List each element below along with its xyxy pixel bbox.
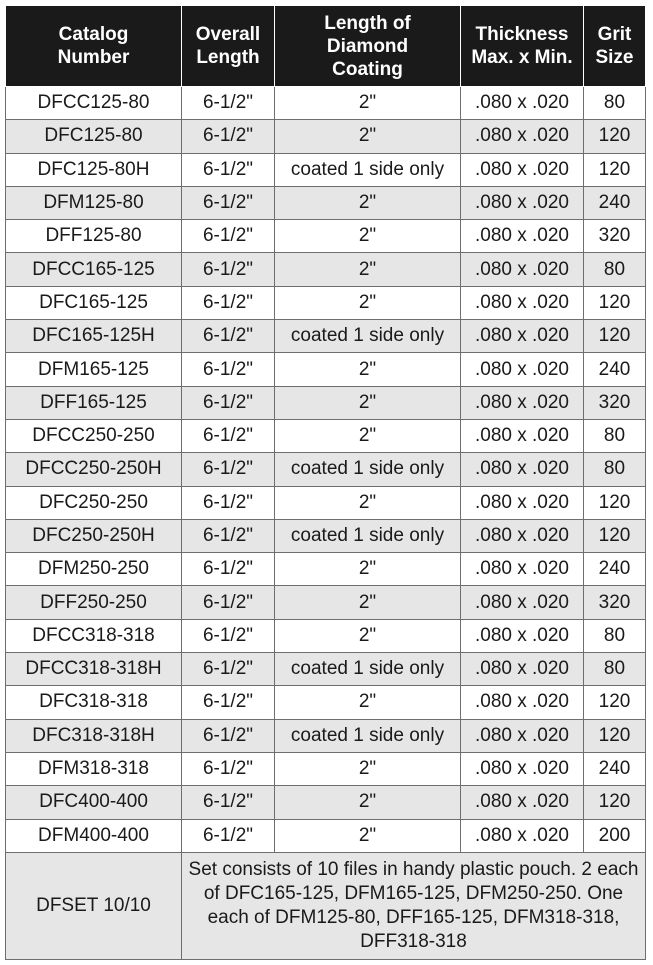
coating-length-cell: 2": [275, 87, 461, 120]
table-row: [6, 619, 646, 652]
catalog-number-cell: DFCC318-318: [6, 619, 182, 652]
catalog-number-cell: DFC125-80H: [6, 153, 182, 186]
grit-size-cell: 240: [584, 353, 646, 386]
grit-size-cell: 120: [584, 486, 646, 519]
coating-length-cell: 2": [275, 819, 461, 852]
coating-length-cell: 2": [275, 286, 461, 319]
grit-size-cell: 240: [584, 186, 646, 219]
catalog-number-cell: DFC125-80: [6, 120, 182, 153]
grit-size-cell: 120: [584, 320, 646, 353]
header-catalog-number: Catalog Number: [6, 6, 182, 87]
grit-size-cell: 120: [584, 519, 646, 552]
catalog-number-cell: DFF165-125: [6, 386, 182, 419]
table-row: [6, 752, 646, 785]
thickness-cell: .080 x .020: [461, 419, 584, 452]
coating-length-cell: coated 1 side only: [275, 519, 461, 552]
table-row: [6, 353, 646, 386]
table-header: [6, 6, 646, 87]
coating-length-cell: 2": [275, 419, 461, 452]
catalog-number-cell: DFF250-250: [6, 586, 182, 619]
overall-length-cell: 6-1/2": [182, 353, 275, 386]
overall-length-cell: 6-1/2": [182, 153, 275, 186]
thickness-cell: .080 x .020: [461, 619, 584, 652]
header-row: [6, 6, 646, 87]
overall-length-cell: 6-1/2": [182, 453, 275, 486]
thickness-cell: .080 x .020: [461, 519, 584, 552]
diamond-file-catalog-table: [5, 5, 646, 960]
catalog-number-cell: DFCC165-125: [6, 253, 182, 286]
grit-size-cell: 320: [584, 386, 646, 419]
table-row: [6, 220, 646, 253]
overall-length-cell: 6-1/2": [182, 553, 275, 586]
set-row: [6, 852, 646, 959]
grit-size-cell: 80: [584, 87, 646, 120]
thickness-cell: .080 x .020: [461, 586, 584, 619]
overall-length-cell: 6-1/2": [182, 220, 275, 253]
coating-length-cell: 2": [275, 386, 461, 419]
grit-size-cell: 120: [584, 786, 646, 819]
overall-length-cell: 6-1/2": [182, 386, 275, 419]
overall-length-cell: 6-1/2": [182, 253, 275, 286]
table-row: [6, 286, 646, 319]
grit-size-cell: 320: [584, 586, 646, 619]
header-grit-size: Grit Size: [584, 6, 646, 87]
coating-length-cell: 2": [275, 186, 461, 219]
grit-size-cell: 120: [584, 719, 646, 752]
grit-size-cell: 320: [584, 220, 646, 253]
grit-size-cell: 200: [584, 819, 646, 852]
overall-length-cell: 6-1/2": [182, 87, 275, 120]
coating-length-cell: 2": [275, 686, 461, 719]
catalog-number-cell: DFC318-318: [6, 686, 182, 719]
set-description-cell: Set consists of 10 files in handy plastic pouch. 2 each of DFC165-125, DFM165-125, DFM250-250. One each of DFM125-80, DFF165-125, DFM318-318, DFF318-318: [182, 852, 646, 959]
thickness-cell: .080 x .020: [461, 653, 584, 686]
overall-length-cell: 6-1/2": [182, 286, 275, 319]
overall-length-cell: 6-1/2": [182, 186, 275, 219]
table-row: [6, 320, 646, 353]
table-row: [6, 453, 646, 486]
overall-length-cell: 6-1/2": [182, 519, 275, 552]
table-row: [6, 653, 646, 686]
header-thickness: Thickness Max. x Min.: [461, 6, 584, 87]
thickness-cell: .080 x .020: [461, 320, 584, 353]
coating-length-cell: 2": [275, 220, 461, 253]
catalog-number-cell: DFC400-400: [6, 786, 182, 819]
catalog-number-cell: DFC165-125: [6, 286, 182, 319]
thickness-cell: .080 x .020: [461, 553, 584, 586]
thickness-cell: .080 x .020: [461, 253, 584, 286]
coating-length-cell: coated 1 side only: [275, 453, 461, 486]
thickness-cell: .080 x .020: [461, 87, 584, 120]
coating-length-cell: 2": [275, 553, 461, 586]
table-row: [6, 386, 646, 419]
grit-size-cell: 120: [584, 686, 646, 719]
thickness-cell: .080 x .020: [461, 819, 584, 852]
overall-length-cell: 6-1/2": [182, 419, 275, 452]
coating-length-cell: 2": [275, 619, 461, 652]
overall-length-cell: 6-1/2": [182, 619, 275, 652]
catalog-number-cell: DFCC125-80: [6, 87, 182, 120]
overall-length-cell: 6-1/2": [182, 719, 275, 752]
grit-size-cell: 120: [584, 120, 646, 153]
thickness-cell: .080 x .020: [461, 286, 584, 319]
coating-length-cell: 2": [275, 752, 461, 785]
coating-length-cell: 2": [275, 353, 461, 386]
thickness-cell: .080 x .020: [461, 353, 584, 386]
overall-length-cell: 6-1/2": [182, 320, 275, 353]
catalog-number-cell: DFC165-125H: [6, 320, 182, 353]
table-row: [6, 253, 646, 286]
catalog-number-cell: DFM400-400: [6, 819, 182, 852]
thickness-cell: .080 x .020: [461, 752, 584, 785]
table-row: [6, 819, 646, 852]
overall-length-cell: 6-1/2": [182, 653, 275, 686]
table-body: [6, 87, 646, 960]
table-row: [6, 686, 646, 719]
table-row: [6, 120, 646, 153]
table-row: [6, 786, 646, 819]
catalog-number-cell: DFC318-318H: [6, 719, 182, 752]
coating-length-cell: 2": [275, 586, 461, 619]
table-row: [6, 153, 646, 186]
coating-length-cell: 2": [275, 253, 461, 286]
grit-size-cell: 80: [584, 453, 646, 486]
catalog-number-cell: DFF125-80: [6, 220, 182, 253]
grit-size-cell: 240: [584, 752, 646, 785]
grit-size-cell: 80: [584, 419, 646, 452]
header-overall-length: Overall Length: [182, 6, 275, 87]
table-row: [6, 586, 646, 619]
table-row: [6, 486, 646, 519]
thickness-cell: .080 x .020: [461, 186, 584, 219]
table-row: [6, 719, 646, 752]
catalog-number-cell: DFCC250-250H: [6, 453, 182, 486]
catalog-number-cell: DFCC250-250: [6, 419, 182, 452]
grit-size-cell: 120: [584, 153, 646, 186]
catalog-number-cell: DFC250-250H: [6, 519, 182, 552]
thickness-cell: .080 x .020: [461, 786, 584, 819]
catalog-table-container: [5, 5, 646, 960]
overall-length-cell: 6-1/2": [182, 486, 275, 519]
grit-size-cell: 120: [584, 286, 646, 319]
catalog-number-cell: DFM250-250: [6, 553, 182, 586]
grit-size-cell: 80: [584, 653, 646, 686]
overall-length-cell: 6-1/2": [182, 686, 275, 719]
header-length-of-diamond-coating: Length of Diamond Coating: [275, 6, 461, 87]
catalog-number-cell: DFM318-318: [6, 752, 182, 785]
thickness-cell: .080 x .020: [461, 386, 584, 419]
thickness-cell: .080 x .020: [461, 686, 584, 719]
thickness-cell: .080 x .020: [461, 486, 584, 519]
grit-size-cell: 80: [584, 253, 646, 286]
coating-length-cell: coated 1 side only: [275, 653, 461, 686]
coating-length-cell: coated 1 side only: [275, 719, 461, 752]
overall-length-cell: 6-1/2": [182, 819, 275, 852]
thickness-cell: .080 x .020: [461, 453, 584, 486]
catalog-number-cell: DFM165-125: [6, 353, 182, 386]
grit-size-cell: 240: [584, 553, 646, 586]
coating-length-cell: coated 1 side only: [275, 320, 461, 353]
coating-length-cell: 2": [275, 120, 461, 153]
thickness-cell: .080 x .020: [461, 719, 584, 752]
thickness-cell: .080 x .020: [461, 153, 584, 186]
thickness-cell: .080 x .020: [461, 220, 584, 253]
table-row: [6, 519, 646, 552]
catalog-number-cell: DFC250-250: [6, 486, 182, 519]
table-row: [6, 186, 646, 219]
thickness-cell: .080 x .020: [461, 120, 584, 153]
table-row: [6, 419, 646, 452]
overall-length-cell: 6-1/2": [182, 752, 275, 785]
set-catalog-number-cell: DFSET 10/10: [6, 852, 182, 959]
coating-length-cell: 2": [275, 486, 461, 519]
table-row: [6, 87, 646, 120]
table-row: [6, 553, 646, 586]
grit-size-cell: 80: [584, 619, 646, 652]
overall-length-cell: 6-1/2": [182, 586, 275, 619]
overall-length-cell: 6-1/2": [182, 120, 275, 153]
coating-length-cell: coated 1 side only: [275, 153, 461, 186]
coating-length-cell: 2": [275, 786, 461, 819]
catalog-number-cell: DFCC318-318H: [6, 653, 182, 686]
catalog-number-cell: DFM125-80: [6, 186, 182, 219]
overall-length-cell: 6-1/2": [182, 786, 275, 819]
